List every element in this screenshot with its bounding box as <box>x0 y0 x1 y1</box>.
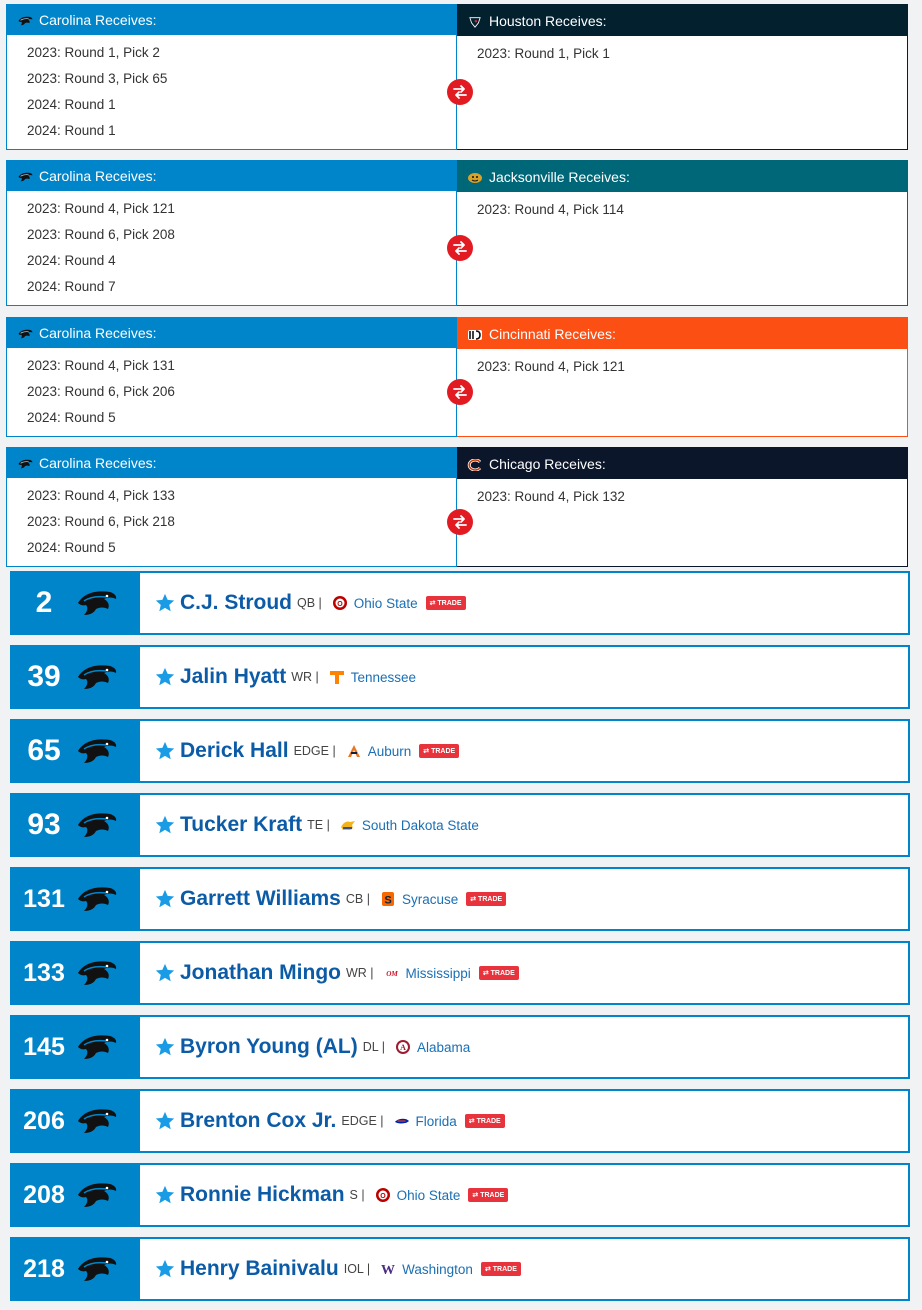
picks-list <box>7 191 456 305</box>
svg-text:A: A <box>400 1043 406 1052</box>
texans-logo-icon <box>467 15 483 27</box>
player-info <box>140 869 506 929</box>
team-receives-title: Jacksonville Receives: <box>489 168 630 185</box>
pick-number: 65 <box>27 734 61 767</box>
washington-logo-icon <box>380 1261 396 1277</box>
carolina-side <box>6 4 457 150</box>
player-info <box>140 1091 505 1151</box>
panther-logo-icon <box>74 735 118 767</box>
carolina-side <box>6 447 457 567</box>
player-info <box>140 795 487 855</box>
pick-item: 2023: Round 4, Pick 132 <box>477 489 625 504</box>
college-link[interactable]: Auburn <box>367 743 412 759</box>
pick-number: 208 <box>23 1180 65 1209</box>
pick-item: 2023: Round 6, Pick 206 <box>27 384 175 399</box>
panther-logo-icon <box>17 14 33 26</box>
team-receives-title: Carolina Receives: <box>39 455 157 471</box>
panther-logo-icon <box>17 457 33 469</box>
pick-number-box <box>12 795 140 855</box>
team-receives-title: Cincinnati Receives: <box>489 325 616 342</box>
star-icon[interactable] <box>154 814 176 836</box>
player-info <box>140 1165 508 1225</box>
trade-badge: ⇄ TRADE <box>426 596 466 610</box>
trade-badge: ⇄ TRADE <box>481 1262 521 1276</box>
trade-card <box>6 317 908 437</box>
panther-logo-icon <box>74 957 118 989</box>
pick-item: 2023: Round 4, Pick 121 <box>477 359 625 374</box>
pick-number: 133 <box>23 958 65 987</box>
team-receives-header <box>457 318 907 349</box>
partner-side <box>457 4 908 150</box>
trade-badge: ⇄ TRADE <box>465 1114 505 1128</box>
carolina-side <box>6 160 457 306</box>
pick-item: 2024: Round 5 <box>27 540 116 555</box>
pick-item: 2023: Round 4, Pick 131 <box>27 358 175 373</box>
picks-list <box>457 349 907 436</box>
team-receives-title: Carolina Receives: <box>39 325 157 341</box>
team-receives-title: Carolina Receives: <box>39 12 157 28</box>
star-icon[interactable] <box>154 962 176 984</box>
pick-number-box <box>12 943 140 1003</box>
player-position: EDGE | <box>293 744 336 758</box>
college-link[interactable]: Florida <box>415 1113 457 1129</box>
trade-badge: ⇄ TRADE <box>479 966 519 980</box>
picks-list <box>7 478 456 566</box>
picks-list <box>7 35 456 149</box>
star-icon[interactable] <box>154 1258 176 1280</box>
player-position: WR | <box>346 966 374 980</box>
player-info <box>140 1239 521 1299</box>
trade-badge: ⇄ TRADE <box>419 744 459 758</box>
pick-item: 2023: Round 6, Pick 208 <box>27 227 175 242</box>
trade-badge: ⇄ TRADE <box>468 1188 508 1202</box>
trade-card <box>6 4 908 150</box>
player-name-link[interactable]: Henry Bainivalu <box>180 1257 339 1280</box>
panther-logo-icon <box>74 1179 118 1211</box>
pick-item: 2024: Round 1 <box>27 123 116 138</box>
player-info <box>140 573 466 633</box>
florida-logo-icon <box>394 1113 410 1129</box>
star-icon[interactable] <box>154 666 176 688</box>
panther-logo-icon <box>74 809 118 841</box>
college-link[interactable]: Mississippi <box>405 965 471 981</box>
pick-number-box <box>12 1239 140 1299</box>
pick-item: 2024: Round 7 <box>27 279 116 294</box>
player-position: IOL | <box>343 1262 371 1276</box>
pick-item: 2023: Round 1, Pick 2 <box>27 45 160 60</box>
jaguars-logo-icon <box>467 171 483 183</box>
draft-pick-row <box>10 867 910 931</box>
tennessee-logo-icon <box>329 669 345 685</box>
pick-item: 2023: Round 4, Pick 114 <box>477 202 624 217</box>
player-name-link[interactable]: Byron Young (AL) <box>180 1035 358 1058</box>
draft-pick-row <box>10 719 910 783</box>
pick-item: 2023: Round 4, Pick 121 <box>27 201 175 216</box>
player-info <box>140 721 459 781</box>
team-receives-title: Carolina Receives: <box>39 168 157 184</box>
bears-logo-icon <box>467 458 483 470</box>
player-name-link[interactable]: Tucker Kraft <box>180 813 303 836</box>
trade-card <box>6 447 908 567</box>
auburn-logo-icon <box>346 743 362 759</box>
star-icon[interactable] <box>154 1184 176 1206</box>
svg-text:W: W <box>381 1263 396 1277</box>
pick-number: 93 <box>27 808 61 841</box>
player-info <box>140 647 424 707</box>
player-position: DL | <box>362 1040 385 1054</box>
draft-pick-row <box>10 1089 910 1153</box>
college-link[interactable]: Ohio State <box>353 595 418 611</box>
swap-icon <box>447 79 473 105</box>
draft-pick-row <box>10 793 910 857</box>
team-receives-header <box>457 448 907 479</box>
team-receives-header <box>457 5 907 36</box>
college-link[interactable]: Tennessee <box>350 669 417 685</box>
pick-number: 206 <box>23 1106 65 1135</box>
team-receives-title: Houston Receives: <box>489 12 607 29</box>
svg-text:O: O <box>337 601 343 608</box>
panther-logo-icon <box>17 327 33 339</box>
panther-logo-icon <box>74 1031 118 1063</box>
pick-item: 2024: Round 5 <box>27 410 116 425</box>
pick-item: 2023: Round 6, Pick 218 <box>27 514 175 529</box>
pick-number-box <box>12 869 140 929</box>
svg-text:OM: OM <box>385 970 398 979</box>
pick-number: 218 <box>23 1254 65 1283</box>
draft-pick-row <box>10 1163 910 1227</box>
partner-side <box>457 447 908 567</box>
pick-number-box <box>12 1091 140 1151</box>
player-name-link[interactable]: Garrett Williams <box>180 887 341 910</box>
player-info <box>140 1017 478 1077</box>
college-link[interactable]: Washington <box>402 1261 473 1277</box>
draft-pick-row <box>10 571 910 635</box>
ohio-state-logo-icon <box>332 595 348 611</box>
panther-logo-icon <box>74 1253 118 1285</box>
partner-side <box>457 317 908 437</box>
pick-number: 145 <box>23 1032 65 1061</box>
star-icon[interactable] <box>154 740 176 762</box>
pick-item: 2023: Round 4, Pick 133 <box>27 488 175 503</box>
alabama-logo-icon <box>395 1039 411 1055</box>
player-name-link[interactable]: Derick Hall <box>180 739 289 762</box>
bengals-logo-icon <box>467 328 483 340</box>
draft-pick-row <box>10 1015 910 1079</box>
player-name-link[interactable]: C.J. Stroud <box>180 591 293 614</box>
pick-item: 2024: Round 1 <box>27 97 116 112</box>
svg-text:S: S <box>384 894 392 907</box>
panther-logo-icon <box>74 883 118 915</box>
player-position: WR | <box>291 670 319 684</box>
picks-list <box>457 479 907 566</box>
star-icon[interactable] <box>154 888 176 910</box>
team-receives-header <box>7 161 456 191</box>
picks-list <box>7 348 456 436</box>
college-link[interactable]: Alabama <box>416 1039 471 1055</box>
ole-miss-logo-icon <box>384 965 400 981</box>
star-icon[interactable] <box>154 1036 176 1058</box>
star-icon[interactable] <box>154 592 176 614</box>
player-name-link[interactable]: Brenton Cox Jr. <box>180 1109 337 1132</box>
draft-pick-row <box>10 645 910 709</box>
player-position: S | <box>349 1188 365 1202</box>
trade-badge: ⇄ TRADE <box>466 892 506 906</box>
trade-card <box>6 160 908 306</box>
picks-list <box>457 192 907 305</box>
player-position: TE | <box>307 818 330 832</box>
player-name-link[interactable]: Jalin Hyatt <box>180 665 287 688</box>
carolina-side <box>6 317 457 437</box>
swap-icon <box>447 235 473 261</box>
player-name-link[interactable]: Jonathan Mingo <box>180 961 341 984</box>
panther-logo-icon <box>17 170 33 182</box>
pick-number: 2 <box>35 586 53 619</box>
swap-icon <box>447 379 473 405</box>
pick-number: 131 <box>23 884 65 913</box>
pick-number-box <box>12 721 140 781</box>
partner-side <box>457 160 908 306</box>
draft-pick-row <box>10 1237 910 1301</box>
pick-number: 39 <box>27 660 61 693</box>
pick-item: 2023: Round 3, Pick 65 <box>27 71 168 86</box>
team-receives-header <box>7 5 456 35</box>
player-position: QB | <box>297 596 322 610</box>
college-link[interactable]: Ohio State <box>396 1187 461 1203</box>
player-name-link[interactable]: Ronnie Hickman <box>180 1183 345 1206</box>
player-position: CB | <box>345 892 370 906</box>
picks-list <box>457 36 907 149</box>
ohio-state-logo-icon <box>375 1187 391 1203</box>
pick-item: 2024: Round 4 <box>27 253 116 268</box>
player-position: EDGE | <box>341 1114 384 1128</box>
svg-text:O: O <box>379 1193 386 1200</box>
pick-number-box <box>12 573 140 633</box>
player-info <box>140 943 519 1003</box>
team-receives-header <box>7 448 456 478</box>
pick-number-box <box>12 1165 140 1225</box>
star-icon[interactable] <box>154 1110 176 1132</box>
team-receives-header <box>7 318 456 348</box>
panther-logo-icon <box>74 661 118 693</box>
team-receives-title: Chicago Receives: <box>489 455 606 472</box>
college-link[interactable]: Syracuse <box>401 891 459 907</box>
swap-icon <box>447 509 473 535</box>
syracuse-logo-icon <box>380 891 396 907</box>
draft-pick-row <box>10 941 910 1005</box>
pick-number-box <box>12 647 140 707</box>
college-link[interactable]: South Dakota State <box>361 817 479 833</box>
panther-logo-icon <box>74 1105 118 1137</box>
pick-item: 2023: Round 1, Pick 1 <box>477 46 610 61</box>
team-receives-header <box>457 161 907 192</box>
pick-number-box <box>12 1017 140 1077</box>
panther-logo-icon <box>74 587 118 619</box>
south-dakota-state-logo-icon <box>340 817 356 833</box>
